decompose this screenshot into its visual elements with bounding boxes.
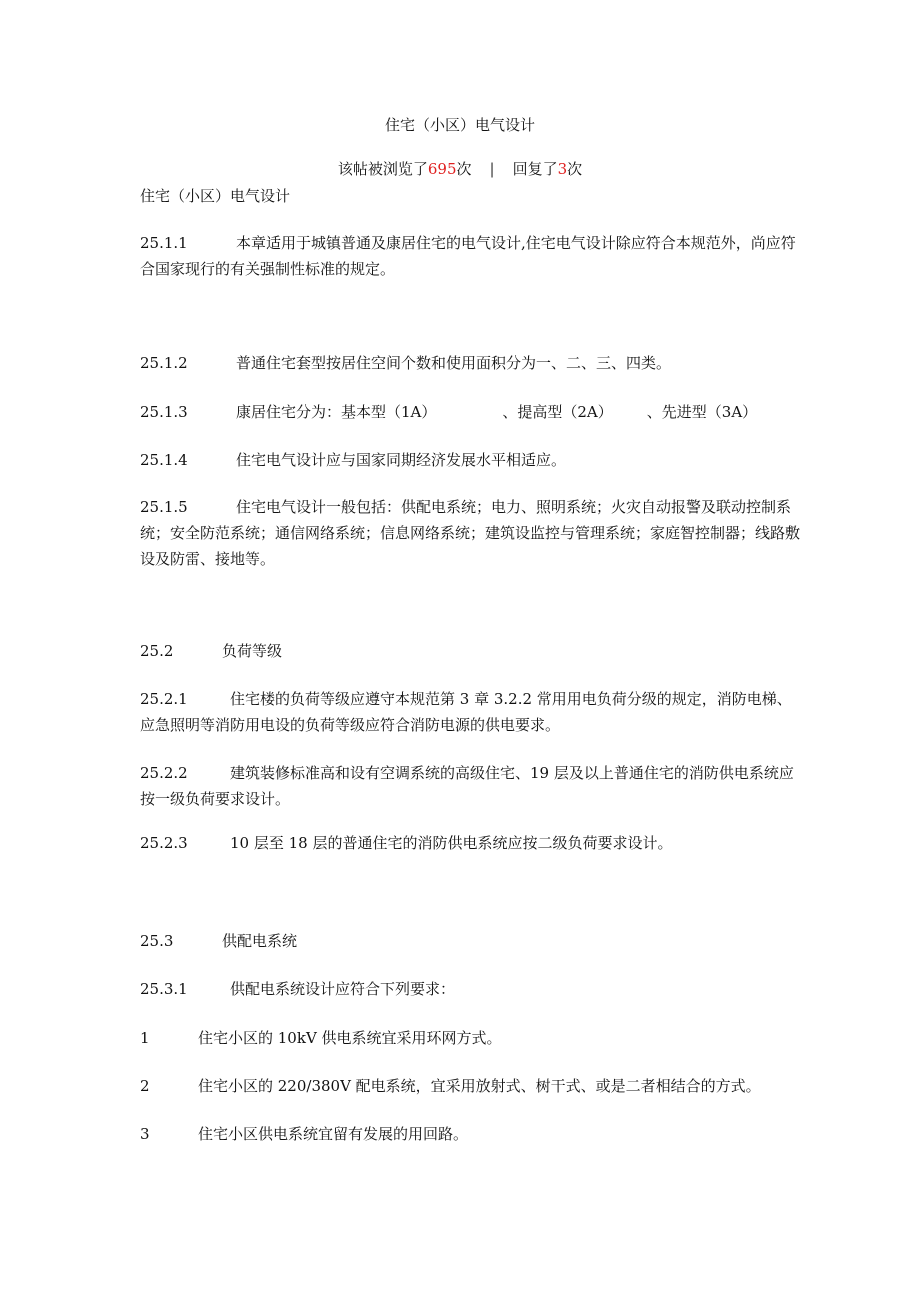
clause-text: 供配电系统设计应符合下列要求： (230, 980, 456, 998)
clause-25-2-1 (140, 686, 800, 738)
clause-text: 本章适用于城镇普通及康居住宅的电气设计,住宅电气设计除应符合本规范外，尚应符合国家现行的有关强制性标准的规定。 (140, 234, 796, 278)
subtitle: 住宅（小区）电气设计 (140, 187, 291, 205)
clause-25-1-4 (140, 447, 800, 473)
views-count: 695 (427, 160, 457, 178)
clause-25-2-2 (140, 760, 800, 812)
item-number: 2 (140, 1077, 150, 1095)
replies-prefix: 回复了 (512, 160, 558, 178)
clause-text: 住宅电气设计一般包括：供配电系统；电力、照明系统；火灾自动报警及联动控制系统；安全防范系统；通信网络系统；信息网络系统；建筑设监控与管理系统；家庭智控制器；线路敷设及防雷、接地等。 (140, 498, 801, 568)
clause-text: 建筑装修标准高和设有空调系统的高级住宅、19 层及以上普通住宅的消防供电系统应按一级负荷要求设计。 (140, 764, 794, 808)
item-text: 住宅小区供电系统宜留有发展的用回路。 (198, 1125, 469, 1143)
clause-text: 住宅楼的负荷等级应遵守本规范第 3 章 3.2.2 常用用电负荷分级的规定，消防电梯、应急照明等消防用电设的负荷等级应符合消防电源的供电要求。 (140, 690, 792, 734)
section-25-2 (140, 638, 800, 664)
clause-text-advanced: 、先进型（3A） (646, 403, 758, 421)
item-text: 住宅小区的 10kV 供电系统宜采用环网方式。 (198, 1029, 502, 1047)
clause-number: 25.1.2 (140, 354, 188, 372)
clause-number: 25.1.5 (140, 498, 188, 516)
item-number: 1 (140, 1029, 150, 1047)
section-25-3 (140, 928, 800, 954)
list-item-2 (140, 1073, 820, 1099)
clause-number: 25.1.3 (140, 403, 188, 421)
stats-separator: | (489, 160, 495, 178)
replies-count: 3 (557, 160, 568, 178)
clause-25-2-3 (140, 830, 800, 856)
clause-number: 25.2.2 (140, 764, 188, 782)
clause-text: 普通住宅套型按居住空间个数和使用面积分为一、二、三、四类。 (236, 354, 672, 372)
clause-25-1-5 (140, 494, 800, 572)
clause-text-improved: 、提高型（2A） (502, 403, 613, 421)
clause-number: 25.2.1 (140, 690, 188, 708)
list-item-3 (140, 1121, 800, 1147)
replies-unit: 次 (567, 160, 583, 178)
clause-text: 10 层至 18 层的普通住宅的消防供电系统应按二级负荷要求设计。 (230, 834, 673, 852)
page-title: 住宅（小区）电气设计 (384, 116, 535, 134)
clause-text: 住宅电气设计应与国家同期经济发展水平相适应。 (236, 451, 567, 469)
clause-number: 25.1.4 (140, 451, 188, 469)
section-heading: 负荷等级 (222, 642, 283, 660)
views-unit: 次 (456, 160, 472, 178)
clause-text-basic: 康居住宅分为：基本型（1A） (236, 403, 437, 421)
clause-number: 25.1.1 (140, 234, 188, 252)
item-text: 住宅小区的 220/380V 配电系统，宜采用放射式、树干式、或是二者相结合的方式。 (198, 1077, 761, 1095)
clause-25-1-3 (140, 399, 800, 425)
view-stats (0, 159, 920, 179)
item-number: 3 (140, 1125, 150, 1143)
views-prefix: 该帖被浏览了 (337, 160, 428, 178)
clause-25-1-1 (140, 230, 800, 282)
clause-25-3-1 (140, 976, 800, 1002)
section-number: 25.2 (140, 642, 174, 660)
clause-25-1-2 (140, 350, 800, 376)
section-number: 25.3 (140, 932, 174, 950)
list-item-1 (140, 1025, 800, 1051)
clause-number: 25.2.3 (140, 834, 188, 852)
clause-number: 25.3.1 (140, 980, 188, 998)
section-heading: 供配电系统 (222, 932, 298, 950)
